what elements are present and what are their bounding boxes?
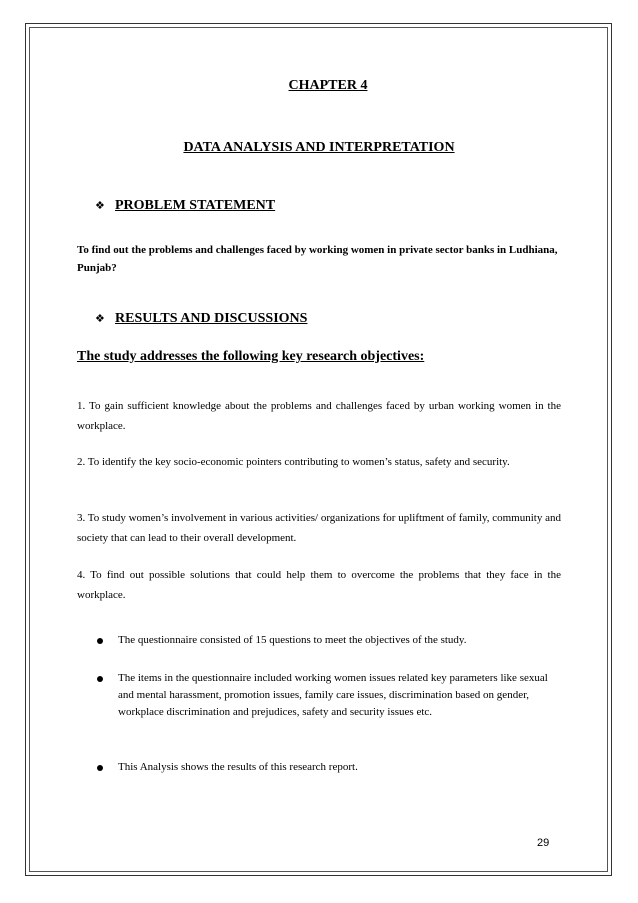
objective-item: 2. To identify the key socio-economic pointers contributing to women’s status, safety and security. [77,456,510,468]
bullet-icon [97,676,103,682]
objective-item: 1. To gain sufficient knowledge about the problems and challenges faced by urban working women in the workplace. [77,400,561,432]
objectives-heading: The study addresses the following key research objectives: [77,349,425,364]
chapter-heading: CHAPTER 4 [288,78,368,93]
results-heading [95,311,307,327]
diamond-bullet-icon: ❖ [95,312,105,325]
problem-statement-heading [95,198,275,214]
bullet-icon [97,638,103,644]
objective-item: 4. To find out possible solutions that could help them to overcome the problems that they face in the workplace. [77,569,561,601]
diamond-bullet-icon: ❖ [95,199,105,212]
problem-statement-text: To find out the problems and challenges faced by working women in private sector banks in Ludhiana, Punjab? [77,244,558,274]
bullet-item: This Analysis shows the results of this research report. [118,761,358,773]
page-title: DATA ANALYSIS AND INTERPRETATION [183,140,455,155]
problem-statement-label: PROBLEM STATEMENT [115,198,276,213]
bullet-item: The items in the questionnaire included working women issues related key parameters like sexual and mental harassment, promotion issues, family care issues, discrimination based on gender, workplace discrimination and prejudices, safety and security issues etc. [118,672,548,718]
bullet-icon [97,765,103,771]
page-number: 29 [537,837,550,849]
results-label: RESULTS AND DISCUSSIONS [115,311,308,326]
objective-item: 3. To study women’s involvement in various activities/ organizations for upliftment of family, community and society that can lead to their overall development. [77,512,561,544]
bullet-item: The questionnaire consisted of 15 questions to meet the objectives of the study. [118,634,467,646]
